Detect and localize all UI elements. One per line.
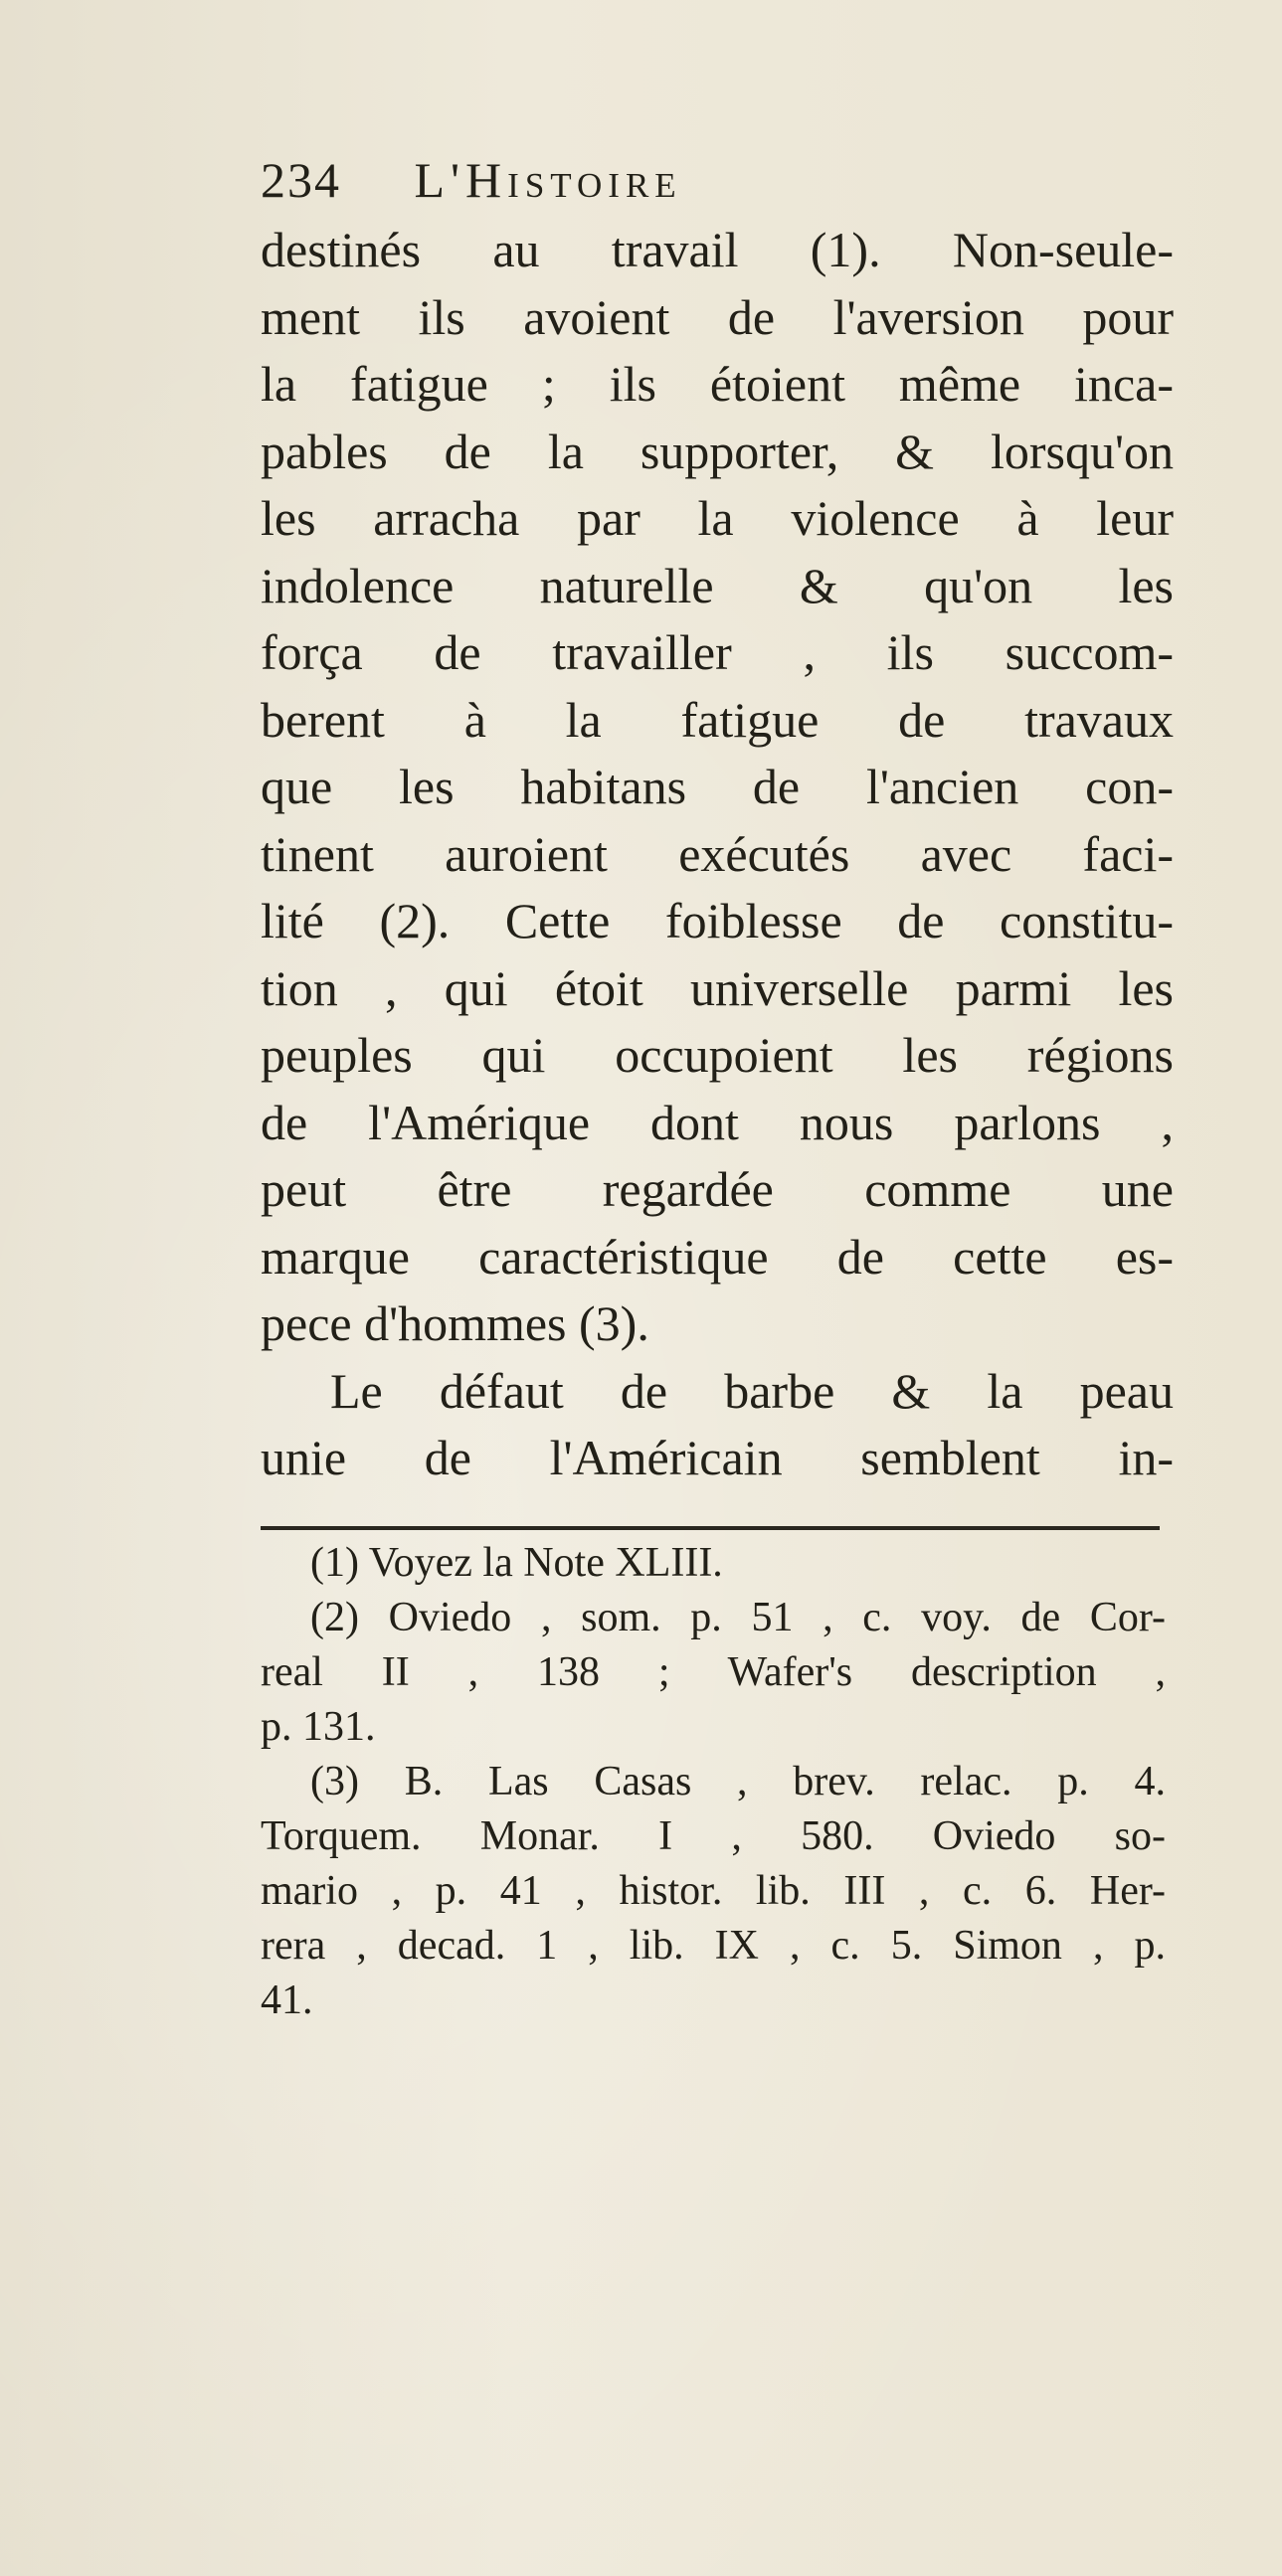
body-line: lité (2). Cette foiblesse de constitu- [261,893,1174,948]
footnote-line: (1) Voyez la Note XLIII. [310,1540,723,1586]
body-line: pables de la supporter, & lorsqu'on [261,423,1174,479]
body-line: peut être regardée comme une [261,1161,1174,1217]
body-line: destinés au travail (1). Non-seule- [261,222,1174,277]
footnote-line: rera , decad. 1 , lib. IX , c. 5. Simon , p. [261,1923,1166,1969]
body-line: marque caractéristique de cette es- [261,1228,1174,1285]
body-line: les arracha par la violence à leur [261,490,1174,546]
body-line: unie de l'Américain semblent in- [261,1430,1174,1485]
footnote-line: Torquem. Monar. I , 580. Oviedo so- [261,1813,1166,1859]
paragraph-start-line: Le défaut de barbe & la peau [330,1362,1174,1419]
footnote-line: mario , p. 41 , histor. lib. III , c. 6. Her- [261,1868,1166,1914]
footnote-line: (2) Oviedo , som. p. 51 , c. voy. de Cor- [310,1595,1166,1640]
footnote-line: (3) B. Las Casas , brev. relac. p. 4. [310,1759,1166,1804]
body-line: tinent auroient exécutés avec faci- [261,825,1174,882]
body-line: ment ils avoient de l'aversion pour [261,288,1174,345]
body-line: pece d'hommes (3). [261,1295,649,1351]
body-line: berent à la fatigue de travaux [261,691,1174,748]
footnote-divider [261,1526,1160,1530]
body-line: de l'Amérique dont nous parlons , [261,1094,1174,1150]
body-line: tion , qui étoit universelle parmi les [261,959,1174,1016]
footnote-line: real II , 138 ; Wafer's description , [261,1649,1166,1695]
running-head [261,151,682,209]
body-line: que les habitans de l'ancien con- [261,759,1174,814]
body-line: peuples qui occupoient les régions [261,1027,1174,1083]
running-title: L'Histoire [414,152,682,208]
body-line: indolence naturelle & qu'on les [261,557,1174,613]
footnote-line: p. 131. [261,1704,376,1750]
footnote-line: 41. [261,1977,313,2023]
body-text [261,217,1174,1492]
page-number: 234 [261,152,341,208]
body-line: força de travailler , ils succom- [261,624,1174,680]
body-line: la fatigue ; ils étoient même inca- [261,356,1174,412]
footnotes [261,1536,1166,2028]
